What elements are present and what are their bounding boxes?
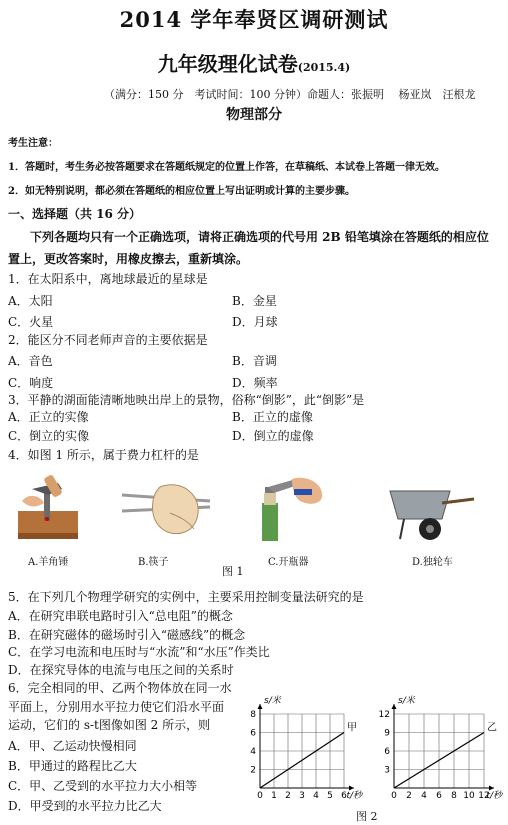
x-tick-label: 4	[313, 791, 319, 801]
exam-subtitle	[0, 48, 508, 77]
part-title: 物理部分	[226, 107, 282, 123]
wheelbarrow-image	[380, 473, 476, 543]
q3-option-b: B．正立的虚像	[232, 410, 313, 424]
q5-option-c: C．在学习电流和电压时与“水流”和“水压”作类比	[8, 645, 270, 659]
q2-option-b: B．音调	[232, 354, 277, 368]
y-tick-label: 12	[378, 710, 390, 720]
q6-stem-1: 6．完全相同的甲、乙两个物体放在同一水	[8, 681, 232, 695]
y-axis-arrow	[392, 704, 397, 709]
q1-option-c: C．火星	[8, 315, 54, 329]
series-label: 乙	[487, 722, 497, 734]
fig1-caption: 图 1	[222, 565, 244, 578]
section-instruction-2: 置上，更改答案时，用橡皮擦去，重新填涂。	[8, 252, 249, 266]
y-tick-label: 9	[384, 728, 390, 739]
notice-line-2: 2．如无特别说明，都必须在答题纸的相应位置上写出证明或计算的主要步骤。	[8, 186, 355, 197]
fig1-label-a: A.羊角锤	[28, 557, 69, 568]
q5-stem: 5．在下列几个物理学研究的实例中，主要采用控制变量法研究的是	[8, 590, 364, 604]
q5-option-d: D．在探究导体的电流与电压之间的关系时	[8, 663, 234, 677]
x-tick-label: 8	[451, 791, 457, 801]
chart-jia	[236, 694, 364, 804]
x-tick-label: 0	[391, 791, 397, 801]
subtitle-main: 九年级理化试卷	[157, 52, 298, 76]
fig2-caption: 图 2	[356, 810, 378, 823]
y-tick-label: 6	[250, 728, 256, 739]
claw-hammer-image	[18, 473, 78, 543]
y-tick-label: 4	[250, 747, 256, 757]
x-tick-label: 3	[299, 791, 305, 801]
exam-title: 2014 学年奉贤区调研测试	[119, 7, 389, 32]
q2-stem: 2．能区分不同老师声音的主要依据是	[8, 333, 208, 347]
x-tick-label: 1	[271, 791, 277, 801]
q1-option-d: D．月球	[232, 315, 278, 329]
q5-option-a: A．在研究串联电路时引入“总电阻”的概念	[8, 609, 233, 623]
x-tick-label: 4	[421, 791, 427, 801]
q1-stem: 1．在太阳系中，离地球最近的星球是	[8, 272, 208, 286]
x-tick-label: 0	[257, 791, 263, 801]
subtitle-date: (2015.4)	[297, 61, 351, 74]
chopsticks-image	[120, 473, 212, 543]
x-tick-label: 2	[406, 791, 412, 801]
fig1-label-c: C.开瓶器	[268, 557, 309, 568]
q1-option-b: B．金星	[232, 294, 277, 308]
q2-option-d: D．频率	[232, 376, 278, 390]
series-label: 甲	[347, 722, 357, 734]
x-axis-arrow	[349, 786, 354, 791]
q5-option-b: B．在研究磁体的磁场时引入“磁感线”的概念	[8, 628, 246, 642]
bottle-opener-image	[256, 473, 326, 543]
y-tick-label: 6	[384, 747, 390, 757]
x-axis-label: t/秒	[346, 791, 362, 801]
q3-option-a: A．正立的实像	[8, 410, 89, 424]
fig1-label-b: B.筷子	[138, 557, 169, 568]
chart-yi	[370, 694, 504, 804]
q6-stem-2: 平面上，分别用水平拉力使它们沿水平面	[8, 700, 225, 714]
exam-meta: （满分：150 分 考试时间：100 分钟）命题人：张振明 杨亚岚 汪根龙	[104, 88, 476, 101]
q6-option-d: D．甲受到的水平拉力比乙大	[8, 799, 162, 813]
notice-line-1: 1．答题时，考生务必按答题要求在答题纸规定的位置上作答，在草稿纸、本试卷上答题一律无效。	[8, 162, 445, 173]
y-axis-label: s/米	[398, 696, 415, 706]
q6-option-b: B．甲通过的路程比乙大	[8, 759, 137, 773]
q2-option-c: C．响度	[8, 376, 54, 390]
x-tick-label: 6	[436, 791, 442, 801]
q6-stem-3: 运动，它们的 s-t图像如图 2 所示，则	[8, 718, 211, 732]
fig1-label-d: D.独轮车	[412, 557, 453, 568]
y-tick-label: 8	[250, 710, 256, 720]
section-instruction-1: 下列各题均只有一个正确选项，请将正确选项的代号用 2B 铅笔填涂在答题纸的相应位	[30, 230, 489, 244]
q2-option-a: A．音色	[8, 354, 53, 368]
notice-title: 考生注意：	[8, 138, 58, 149]
x-tick-label: 2	[285, 791, 291, 801]
q3-option-d: D．倒立的虚像	[232, 429, 314, 443]
q6-option-c: C．甲、乙受到的水平拉力大小相等	[8, 779, 198, 793]
q6-option-a: A．甲、乙运动快慢相同	[8, 739, 137, 753]
q3-stem: 3．平静的湖面能清晰地映出岸上的景物，俗称“倒影”，此“倒影”是	[8, 393, 365, 407]
y-axis-arrow	[258, 704, 263, 709]
x-axis-arrow	[489, 786, 494, 791]
y-tick-label: 2	[250, 765, 256, 776]
x-tick-label: 12	[478, 791, 490, 801]
y-tick-label: 3	[384, 765, 390, 776]
q4-stem: 4．如图 1 所示，属于费力杠杆的是	[8, 448, 199, 462]
q1-option-a: A．太阳	[8, 294, 53, 308]
x-tick-label: 6	[341, 791, 347, 801]
q3-option-c: C．倒立的实像	[8, 429, 90, 443]
x-axis-label: t/秒	[486, 791, 502, 801]
section-heading: 一、选择题（共 16 分）	[8, 207, 142, 221]
y-axis-label: s/米	[264, 696, 281, 706]
x-tick-label: 5	[327, 791, 333, 801]
x-tick-label: 10	[463, 791, 475, 801]
